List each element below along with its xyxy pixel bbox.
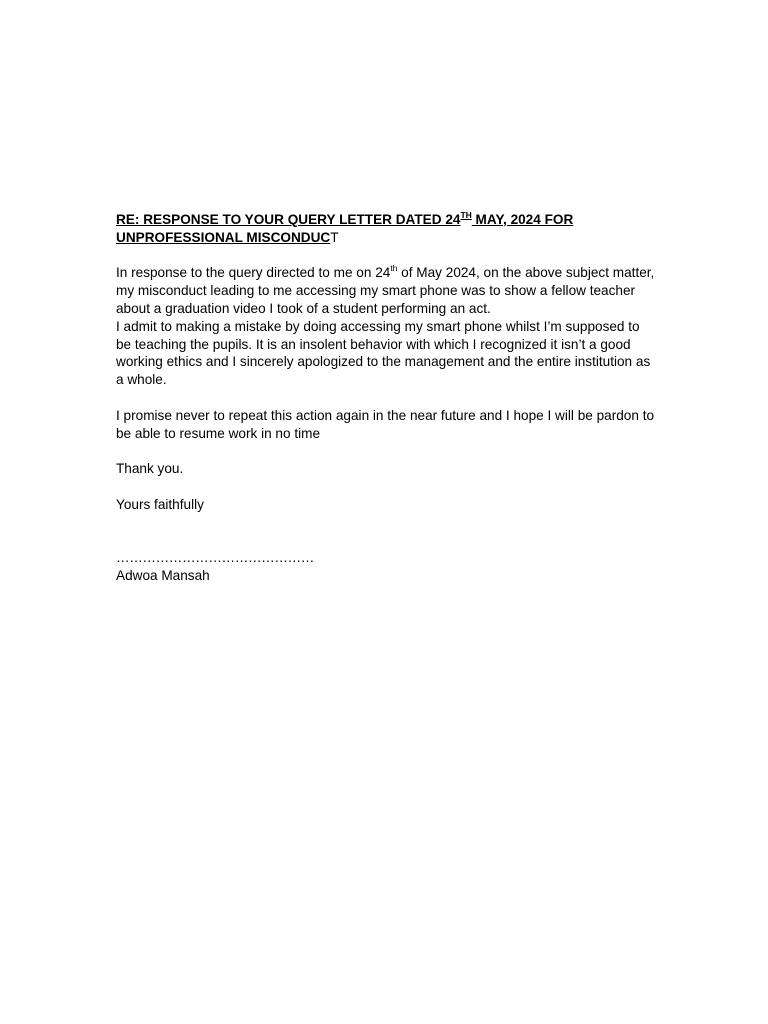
letter-body	[116, 211, 656, 585]
spacer	[116, 389, 656, 407]
paragraph-response-text-1: In response to the query directed to me on 24	[116, 265, 391, 281]
subject-text-3: UNPROFESSIONAL MISCONDUC	[116, 229, 331, 245]
spacer	[116, 247, 656, 265]
closing-line: Yours faithfully	[116, 496, 204, 512]
signature-line: ………………………………………	[116, 550, 314, 566]
subject-text-1: RE: RESPONSE TO YOUR QUERY LETTER DATED 24	[116, 212, 461, 227]
subject-text-tail: T	[330, 229, 339, 245]
thanks-line: Thank you.	[116, 461, 184, 477]
paragraph-promise: I promise never to repeat this action again in the near future and I hope I will be pardon to be able to resume work in no time	[116, 407, 655, 441]
subject-text-2: MAY, 2024 FOR	[471, 212, 574, 227]
subject-superscript: TH	[460, 210, 472, 220]
paragraph-response	[116, 264, 656, 317]
signature-space	[116, 514, 656, 550]
spacer	[116, 442, 656, 460]
paragraph-response-text-2: of May 2024, on the above subject matter, my misconduct leading to me accessing my smart phone was to show a fellow teacher about a graduation video I took of a student performing an act.	[116, 265, 655, 316]
spacer	[116, 478, 656, 496]
subject-line	[116, 211, 656, 247]
signatory-name: Adwoa Mansah	[116, 567, 210, 583]
paragraph-admission: I admit to making a mistake by doing accessing my smart phone whilst I’m supposed to be teaching the pupils. It is an insolent behavior with which I recognized it isn’t a good working ethics and I sincerely apologized to the management and the entire institution as a whole.	[116, 318, 651, 388]
date-superscript: th	[390, 263, 398, 274]
